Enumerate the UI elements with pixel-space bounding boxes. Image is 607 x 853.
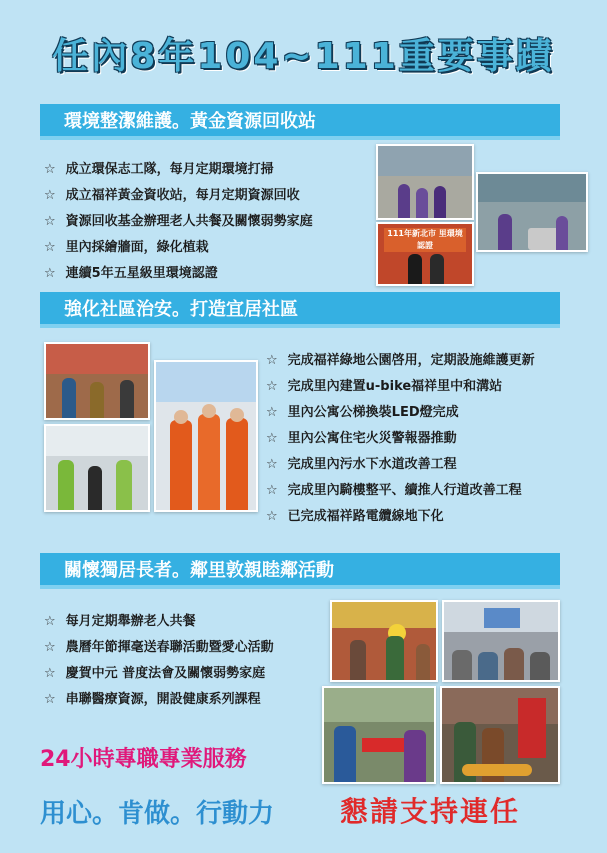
photo-fire-drill: [44, 342, 150, 420]
elderly-care-list: [44, 609, 274, 713]
list-item: ☆ 連續5年五星級里環境認證: [44, 266, 218, 281]
service-slogan: 24小時專職專業服務: [40, 747, 247, 772]
star-icon: ☆: [266, 405, 278, 420]
star-icon: ☆: [266, 483, 278, 498]
photo-health-seminar: [442, 600, 560, 682]
list-item: ☆ 里內公寓公梯換裝LED燈完成: [266, 405, 459, 420]
list-item: ☆ 串聯醫療資源，開設健康系列課程: [44, 692, 261, 707]
photo-volunteers-street: [376, 144, 474, 220]
certification-sign: 111年新北市 里環境認證: [384, 228, 466, 252]
star-icon: ☆: [266, 431, 278, 446]
star-icon: ☆: [44, 266, 56, 281]
star-icon: ☆: [266, 457, 278, 472]
list-item: ☆ 成立環保志工隊，每月定期環境打掃: [44, 162, 274, 177]
poster-title: 任內8年104~111重要事蹟: [52, 36, 555, 77]
star-icon: ☆: [44, 214, 56, 229]
environment-list: [44, 157, 313, 287]
appeal-slogan: 懇請支持連任: [340, 795, 521, 828]
star-icon: ☆: [44, 188, 56, 203]
list-item: ☆ 完成里內建置u-bike福祥里中和溝站: [266, 379, 503, 394]
star-icon: ☆: [44, 692, 56, 707]
star-icon: ☆: [266, 509, 278, 524]
star-icon: ☆: [44, 640, 56, 655]
photo-environment-certification: [376, 222, 474, 286]
photo-recycling-station: [476, 172, 588, 252]
star-icon: ☆: [44, 162, 56, 177]
list-item: ☆ 已完成福祥路電纜線地下化: [266, 509, 444, 524]
photo-patrol-team: [44, 424, 150, 512]
security-list: [266, 348, 535, 530]
list-item: ☆ 慶賀中元 普度法會及關懷弱勢家庭: [44, 666, 266, 681]
list-item: ☆ 完成里內騎樓整平、續推人行道改善工程: [266, 483, 522, 498]
star-icon: ☆: [44, 614, 56, 629]
list-item: ☆ 每月定期舉辦老人共餐: [44, 614, 196, 629]
list-item: ☆ 成立福祥黃金資收站，每月定期資源回收: [44, 188, 300, 203]
photo-award-ceremony: [154, 360, 258, 512]
section-heading-security: 強化社區治安。打造宜居社區: [40, 292, 560, 328]
photo-shrine-visit: [330, 600, 438, 682]
list-item: ☆ 資源回收基金辦理老人共餐及關懷弱勢家庭: [44, 214, 313, 229]
section-heading-elderly-care: 關懷獨居長者。鄰里敦親睦鄰活動: [40, 553, 560, 589]
motto-slogan: 用心。肯做。行動力: [40, 799, 275, 829]
list-item: ☆ 農曆年節揮毫送春聯活動暨愛心活動: [44, 640, 274, 655]
star-icon: ☆: [44, 666, 56, 681]
star-icon: ☆: [266, 379, 278, 394]
section-heading-environment: 環境整潔維護。黃金資源回收站: [40, 104, 560, 140]
star-icon: ☆: [266, 353, 278, 368]
list-item: ☆ 里內採繪牆面，綠化植栽: [44, 240, 209, 255]
photo-spring-couplets: [322, 686, 436, 784]
list-item: ☆ 完成福祥綠地公園啓用，定期設施維護更新: [266, 353, 535, 368]
photo-ghost-festival: [440, 686, 560, 784]
star-icon: ☆: [44, 240, 56, 255]
list-item: ☆ 里內公寓住宅火災警報器推動: [266, 431, 457, 446]
list-item: ☆ 完成里內污水下水道改善工程: [266, 457, 457, 472]
